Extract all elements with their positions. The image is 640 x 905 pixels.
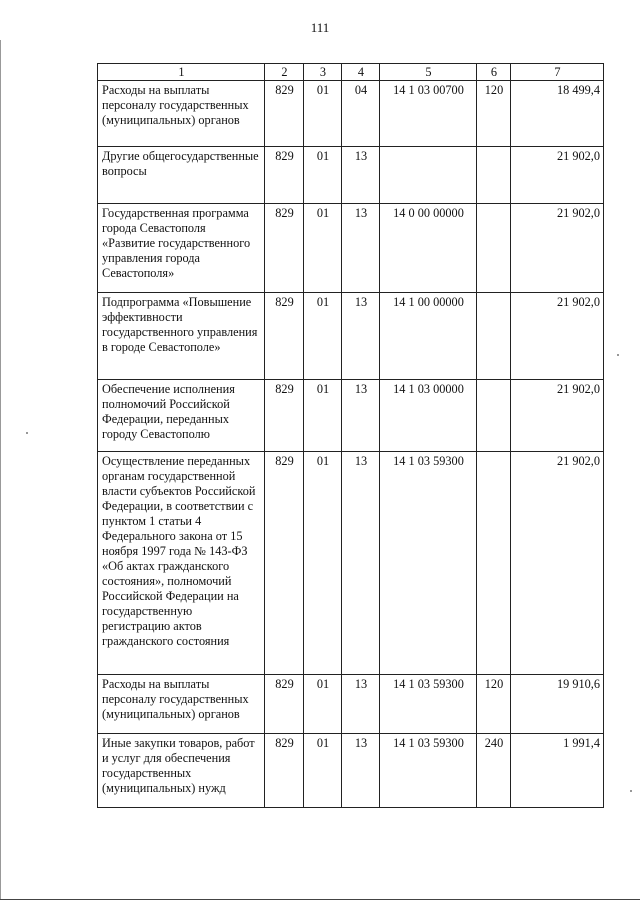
row-sum: 21 902,0	[511, 380, 604, 452]
row-name: Осуществление переданных органам государственной власти субъектов Российской Федерации, в соответствии с пунктом 1 статьи 4 Федерального закона от 15 ноября 1997 года № 143-ФЗ «Об актах гражданского состояния», полномочий Российской Федерации на государственную регистрацию актов гражданского состояния	[98, 452, 265, 675]
scan-bottom-edge	[0, 899, 640, 900]
row-code-6: 240	[477, 734, 511, 808]
row-name: Обеспечение исполнения полномочий Российской Федерации, переданных городу Севастополю	[98, 380, 265, 452]
row-code-3: 01	[304, 675, 342, 734]
row-code-5: 14 1 03 59300	[380, 675, 477, 734]
page-number: 111	[310, 20, 330, 35]
header-cell-6: 6	[477, 64, 511, 81]
row-name: Другие общегосударственные вопросы	[98, 147, 265, 204]
row-code-5: 14 1 03 00000	[380, 380, 477, 452]
row-code-3: 01	[304, 81, 342, 147]
row-code-5: 14 0 00 00000	[380, 204, 477, 293]
row-code-5: 14 1 00 00000	[380, 293, 477, 380]
row-sum: 21 902,0	[511, 452, 604, 675]
row-code-4: 13	[342, 452, 380, 675]
row-name: Иные закупки товаров, работ и услуг для обеспечения государственных (муниципальных) нужд	[98, 734, 265, 808]
header-cell-5: 5	[380, 64, 477, 81]
scan-edge	[0, 40, 1, 900]
header-cell-7: 7	[511, 64, 604, 81]
header-cell-4: 4	[342, 64, 380, 81]
row-sum: 21 902,0	[511, 147, 604, 204]
row-code-4: 13	[342, 204, 380, 293]
table-row	[98, 380, 604, 452]
header-cell-3: 3	[304, 64, 342, 81]
row-sum: 21 902,0	[511, 204, 604, 293]
row-code-5: 14 1 03 59300	[380, 734, 477, 808]
row-code-2: 829	[265, 675, 304, 734]
row-name: Государственная программа города Севастополя «Развитие государственного управления города Севастополя»	[98, 204, 265, 293]
table-row	[98, 293, 604, 380]
row-code-3: 01	[304, 452, 342, 675]
row-sum: 19 910,6	[511, 675, 604, 734]
table-row	[98, 81, 604, 147]
row-code-2: 829	[265, 452, 304, 675]
row-code-4: 13	[342, 147, 380, 204]
scan-speck	[630, 790, 632, 792]
row-code-2: 829	[265, 147, 304, 204]
scan-speck	[617, 354, 619, 356]
row-code-5: 14 1 03 59300	[380, 452, 477, 675]
row-name: Подпрограмма «Повышение эффективности государственного управления в городе Севастополе»	[98, 293, 265, 380]
row-code-6	[477, 452, 511, 675]
header-cell-2: 2	[265, 64, 304, 81]
row-code-3: 01	[304, 293, 342, 380]
row-code-3: 01	[304, 147, 342, 204]
row-code-2: 829	[265, 734, 304, 808]
row-code-6: 120	[477, 81, 511, 147]
row-name: Расходы на выплаты персоналу государственных (муниципальных) органов	[98, 675, 265, 734]
row-code-3: 01	[304, 734, 342, 808]
header-cell-1: 1	[98, 64, 265, 81]
row-sum: 1 991,4	[511, 734, 604, 808]
row-code-6	[477, 204, 511, 293]
table-row	[98, 675, 604, 734]
table-row	[98, 204, 604, 293]
row-code-5: 14 1 03 00700	[380, 81, 477, 147]
row-code-4: 13	[342, 675, 380, 734]
table-row	[98, 734, 604, 808]
row-sum: 21 902,0	[511, 293, 604, 380]
row-code-2: 829	[265, 293, 304, 380]
scan-speck	[26, 432, 28, 434]
row-code-6	[477, 380, 511, 452]
budget-table	[97, 63, 604, 808]
row-code-3: 01	[304, 204, 342, 293]
row-name: Расходы на выплаты персоналу государственных (муниципальных) органов	[98, 81, 265, 147]
table-row	[98, 452, 604, 675]
row-code-2: 829	[265, 204, 304, 293]
row-code-3: 01	[304, 380, 342, 452]
row-code-2: 829	[265, 81, 304, 147]
row-code-6: 120	[477, 675, 511, 734]
row-sum: 18 499,4	[511, 81, 604, 147]
row-code-6	[477, 147, 511, 204]
table-header-row	[98, 64, 604, 81]
row-code-4: 13	[342, 293, 380, 380]
row-code-4: 13	[342, 380, 380, 452]
row-code-5	[380, 147, 477, 204]
row-code-4: 04	[342, 81, 380, 147]
row-code-2: 829	[265, 380, 304, 452]
row-code-6	[477, 293, 511, 380]
row-code-4: 13	[342, 734, 380, 808]
table-row	[98, 147, 604, 204]
